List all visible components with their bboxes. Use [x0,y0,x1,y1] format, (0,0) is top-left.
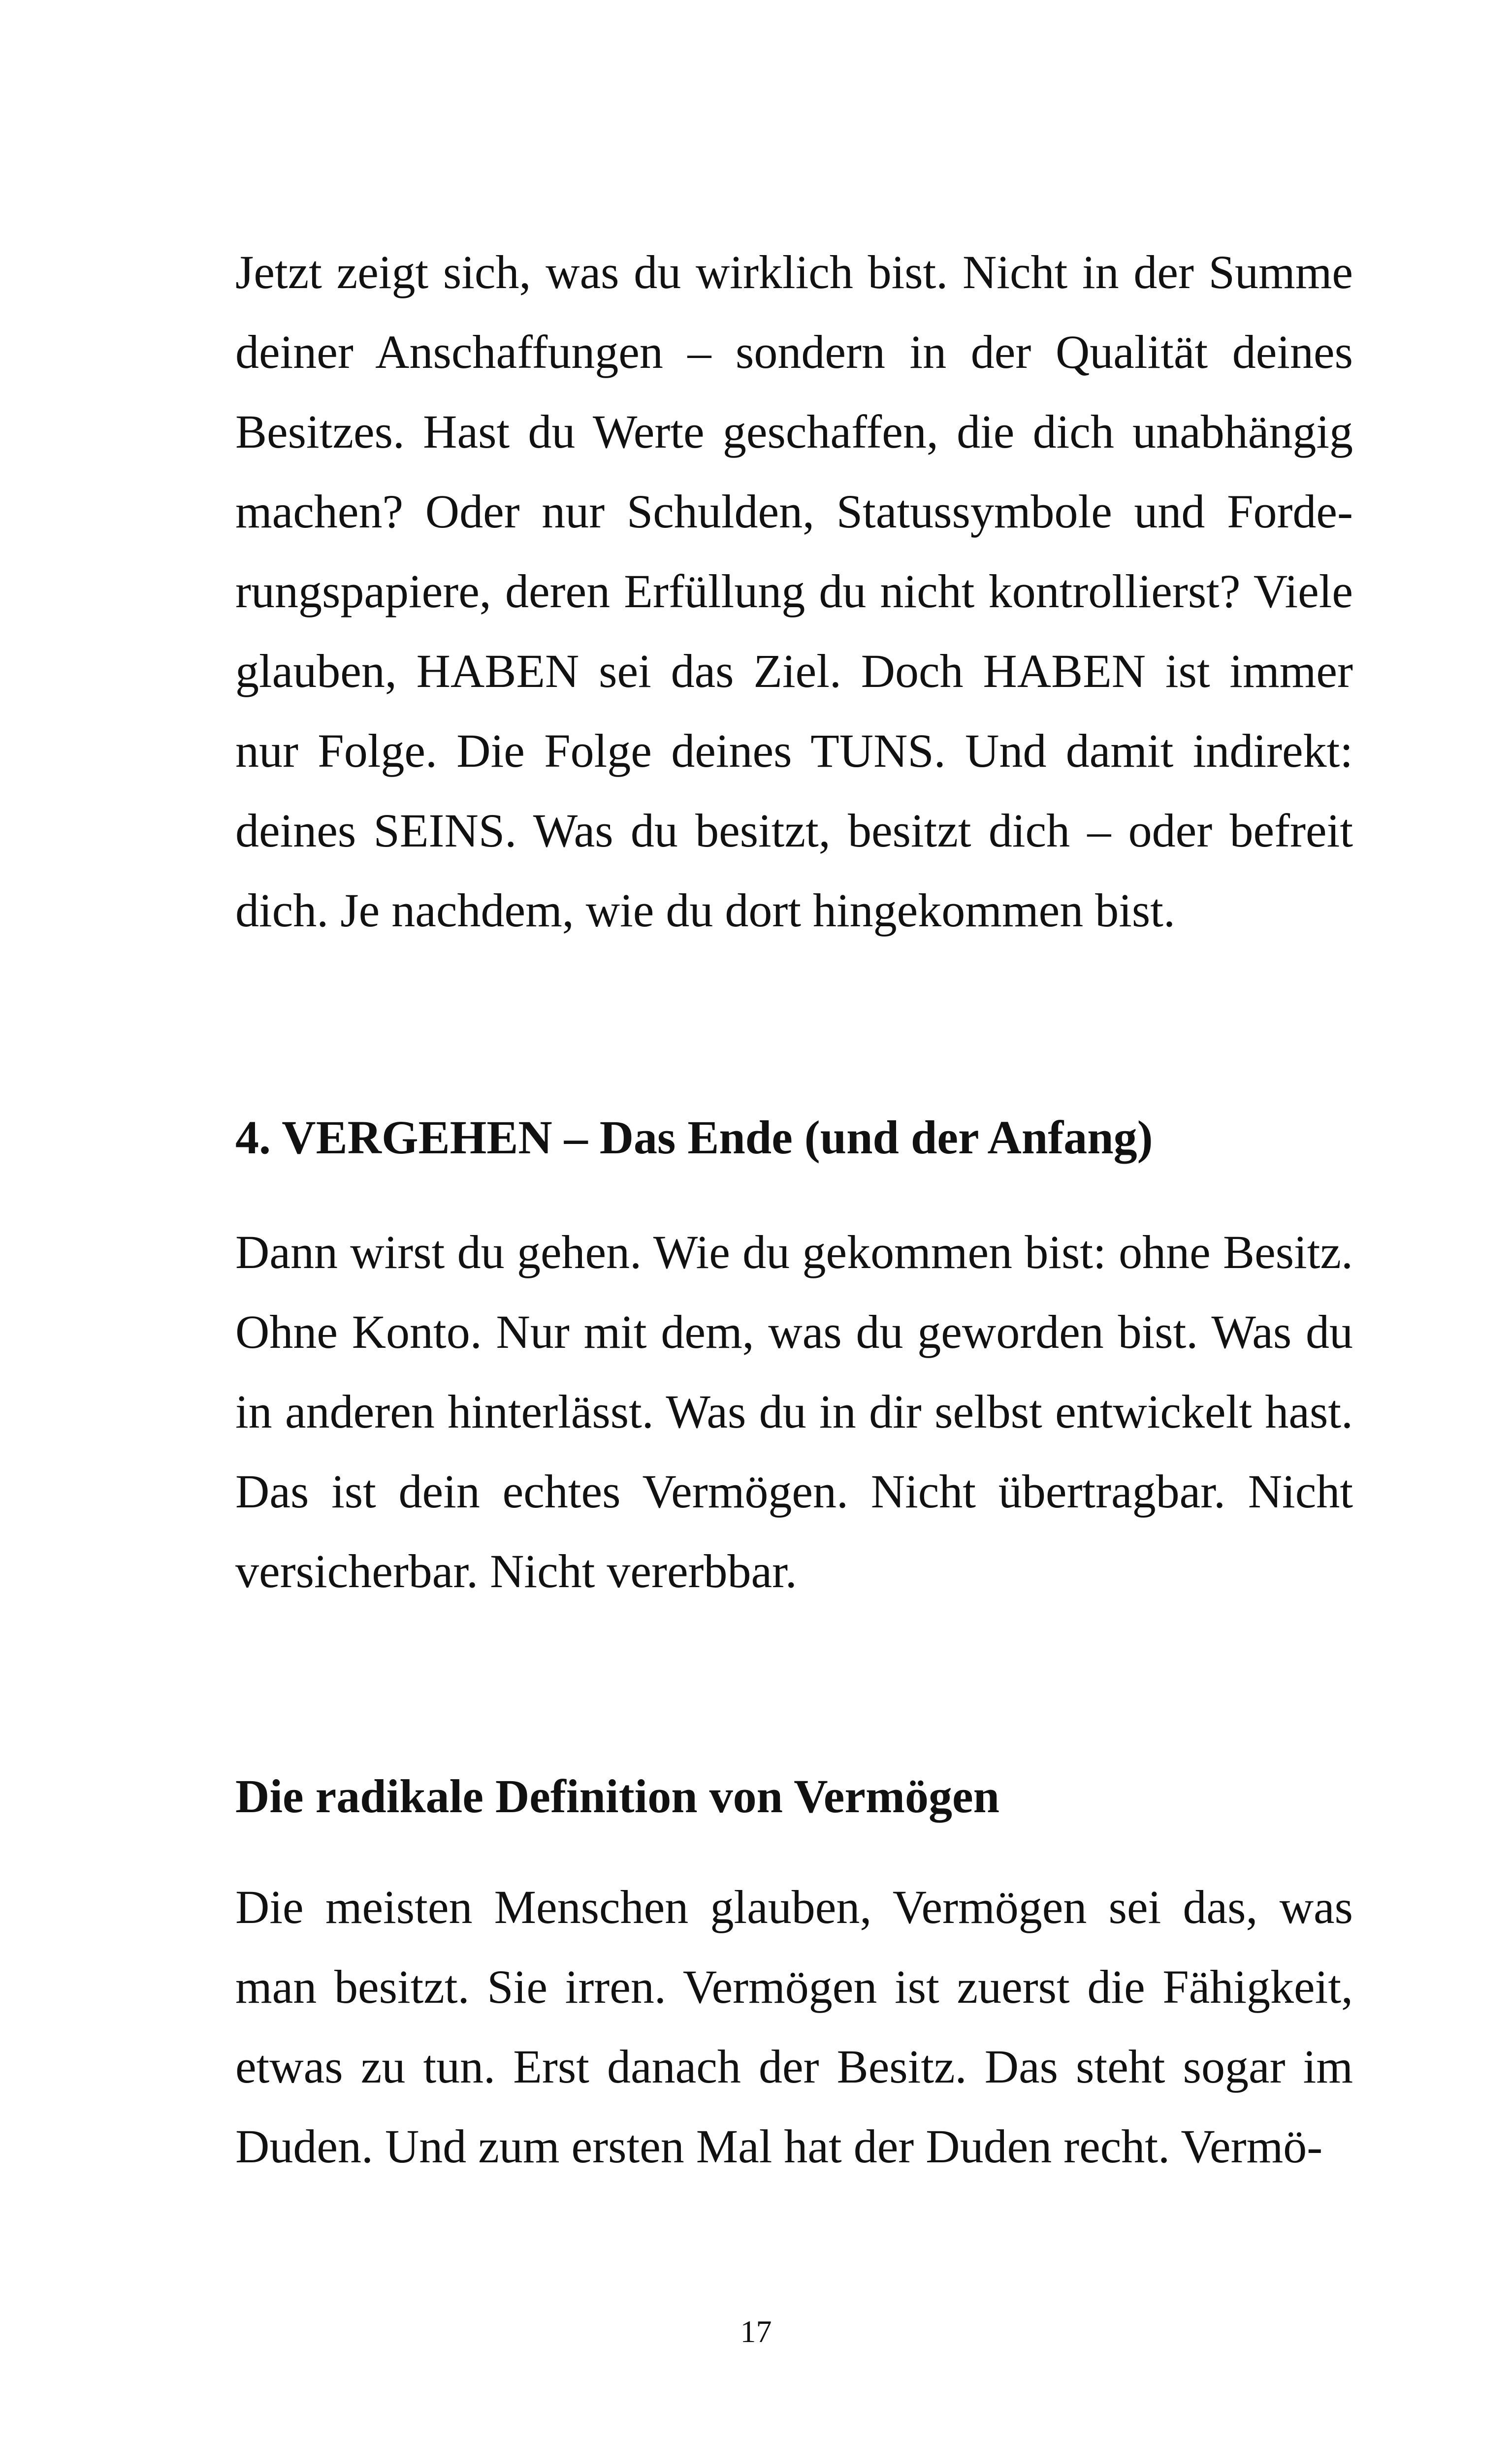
paragraph-intro: Jetzt zeigt sich, was du wirklich bist. Nicht in der Summe deiner Anschaffungen – sondern in der Qualität deines Besitzes. Hast du Werte geschaffen, die dich unabhängig machen? Oder nur Schulden, Statussymbole und Forderungspapiere, deren Erfüllung du nicht kontrollierst? Viele glauben, HABEN sei das Ziel. Doch HABEN ist immer nur Folge. Die Folge deines TUNS. Und damit indirekt: deines SEINS. Was du besitzt, besitzt dich – oder befreit dich. Je nachdem, wie du dort hingekommen bist. [235,246,1353,937]
section-heading-definition: Die radikale Definition von Vermögen [235,1770,999,1823]
paragraph-vergehen: Dann wirst du gehen. Wie du gekommen bist: ohne Besitz. Ohne Konto. Nur mit dem, was du geworden bist. Was du in anderen hinterlässt. Was du in dir selbst entwickelt hast. Das ist dein echtes Vermögen. Nicht übertragbar. Nicht versicherbar. Nicht vererbbar. [235,1226,1353,1597]
paragraph-definition: Die meisten Menschen glauben, Vermögen sei das, was man besitzt. Sie irren. Vermögen ist zuerst die Fähigkeit, etwas zu tun. Erst danach der Besitz. Das steht sogar im Duden. Und zum ersten Mal hat der Duden recht. Vermö- [235,1881,1353,2173]
section-heading-vergehen: 4. VERGEHEN – Das Ende (und der Anfang) [235,1111,1153,1164]
page-number: 17 [740,2314,772,2349]
